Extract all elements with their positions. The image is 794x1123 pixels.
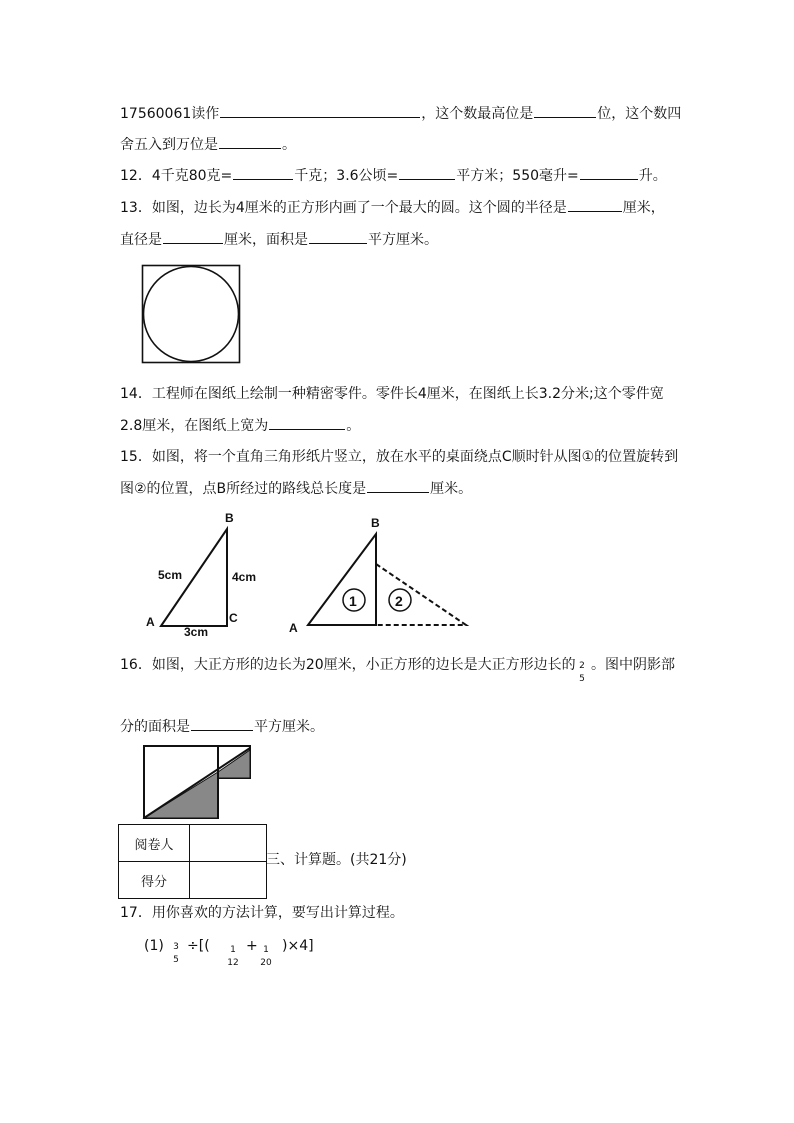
q15-triangle-2-dashed — [376, 564, 466, 625]
q17-frac2-den: 12 — [227, 958, 239, 968]
q13-blank-diameter[interactable] — [163, 230, 223, 244]
q17-frac2 — [226, 945, 240, 969]
q15-line2 — [120, 479, 472, 498]
q15-circle-2-label: 2 — [395, 593, 403, 609]
q17-frac3-den: 20 — [260, 958, 272, 968]
q15-label-b: B — [225, 511, 234, 525]
score-table — [118, 824, 267, 899]
q13-line2 — [120, 230, 438, 249]
q12-blank-m2[interactable] — [399, 166, 455, 180]
q15-label-c: C — [229, 611, 238, 625]
score-row-score — [119, 862, 267, 899]
q12-d: 升。 — [638, 168, 667, 184]
q11-end: 位，这个数四 — [597, 106, 682, 122]
q16-line1-text: 16．如图，大正方形的边长为20厘米，小正方形的边长是大正方形边长的 — [120, 657, 576, 673]
q14-line2 — [120, 416, 360, 435]
q14-blank-width[interactable] — [269, 416, 345, 430]
q11-line2-text: 舍五入到万位是 — [120, 137, 218, 153]
q11-read-prefix: 17560061读作 — [120, 106, 220, 122]
q13-circle — [144, 267, 239, 362]
q11-line2-end: 。 — [282, 137, 296, 153]
q14-line2-text: 2.8厘米，在图纸上宽为 — [120, 418, 269, 434]
score-cell-reviewer[interactable] — [190, 825, 267, 862]
q12-c: 平方米；550毫升= — [456, 168, 579, 184]
q17-op1: ÷[( — [187, 938, 210, 954]
q11-mid: ，这个数最高位是 — [421, 106, 534, 122]
q12-a: 12．4千克80克= — [120, 168, 233, 184]
q16-line1 — [120, 656, 576, 674]
q16-frac-num: 2 — [579, 661, 585, 671]
q12-line — [120, 166, 667, 185]
score-label-score: 得分 — [119, 862, 190, 899]
q15-line2-text: 图②的位置，点B所经过的路线总长度是 — [120, 481, 367, 497]
q15-blank-path[interactable] — [367, 479, 429, 493]
q13-blank-radius[interactable] — [568, 198, 622, 212]
q16-line2-text: 分的面积是 — [120, 719, 190, 735]
q17-frac2-num: 1 — [230, 945, 236, 955]
q15-label-vert: 4cm — [232, 570, 257, 584]
q11-blank-highest-place[interactable] — [534, 104, 596, 118]
q16-shade-upper — [218, 750, 250, 778]
q17-frac3 — [259, 945, 273, 969]
section3-title: 三、计算题。(共21分) — [266, 852, 407, 868]
q15-circle-1-label: 1 — [349, 593, 357, 609]
q12-blank-l[interactable] — [580, 166, 638, 180]
q17-tail: )×4] — [282, 938, 314, 954]
q11-blank-reading[interactable] — [220, 104, 420, 118]
q11-blank-rounded[interactable] — [219, 135, 281, 149]
q17-text: 17．用你喜欢的方法计算，要写出计算过程。 — [120, 905, 404, 921]
q16-fraction — [575, 661, 589, 685]
q13-line1 — [120, 198, 665, 217]
q15-triangle-2-solid — [308, 534, 376, 625]
q12-blank-kg[interactable] — [233, 166, 293, 180]
q14-line2-end: 。 — [346, 418, 361, 434]
q16-frac-den: 5 — [579, 674, 585, 684]
q13-a-end: 厘米， — [622, 200, 665, 216]
q16-line2-end: 平方厘米。 — [254, 719, 324, 735]
q13-b: 直径是 — [120, 232, 162, 248]
q17-frac3-num: 1 — [263, 945, 269, 955]
q15-label-b2: B — [371, 516, 380, 530]
q15-label-base: 3cm — [184, 625, 209, 639]
q16-line1-end: 。图中阴影部 — [591, 657, 675, 673]
q15-figure-1 — [140, 505, 280, 640]
score-label-reviewer: 阅卷人 — [119, 825, 190, 862]
score-cell-score[interactable] — [190, 862, 267, 899]
q13-blank-area[interactable] — [309, 230, 367, 244]
q15-label-a: A — [146, 615, 155, 629]
q16-figure — [142, 744, 254, 820]
q17-p1-label: (1) — [144, 938, 164, 954]
q15-label-a2: A — [289, 621, 298, 635]
q17-frac1 — [169, 942, 183, 966]
q13-a: 13．如图，边长为4厘米的正方形内画了一个最大的圆。这个圆的半径是 — [120, 200, 567, 216]
q16-line2 — [120, 717, 324, 736]
score-row-reviewer — [119, 825, 267, 862]
q14-line1: 14．工程师在图纸上绘制一种精密零件。零件长4厘米，在图纸上长3.2分米;这个零件宽 — [120, 386, 664, 402]
q17-plus: + — [246, 938, 258, 954]
q11-line2 — [120, 135, 296, 154]
q17-frac1-den: 5 — [173, 955, 179, 965]
q17-frac1-num: 3 — [173, 942, 179, 952]
q15-label-hyp: 5cm — [158, 568, 183, 582]
q15-figure-2 — [283, 510, 473, 638]
q12-b: 千克；3.6公顷= — [294, 168, 399, 184]
q13-d: 平方厘米。 — [368, 232, 438, 248]
q13-figure — [141, 264, 243, 364]
q16-blank-area[interactable] — [191, 717, 253, 731]
q15-line1: 15．如图，将一个直角三角形纸片竖立，放在水平的桌面绕点C顺时针从图①的位置旋转到 — [120, 449, 679, 465]
q15-line2-end: 厘米。 — [430, 481, 473, 497]
q11-line1 — [120, 104, 681, 123]
q13-c: 厘米，面积是 — [224, 232, 308, 248]
